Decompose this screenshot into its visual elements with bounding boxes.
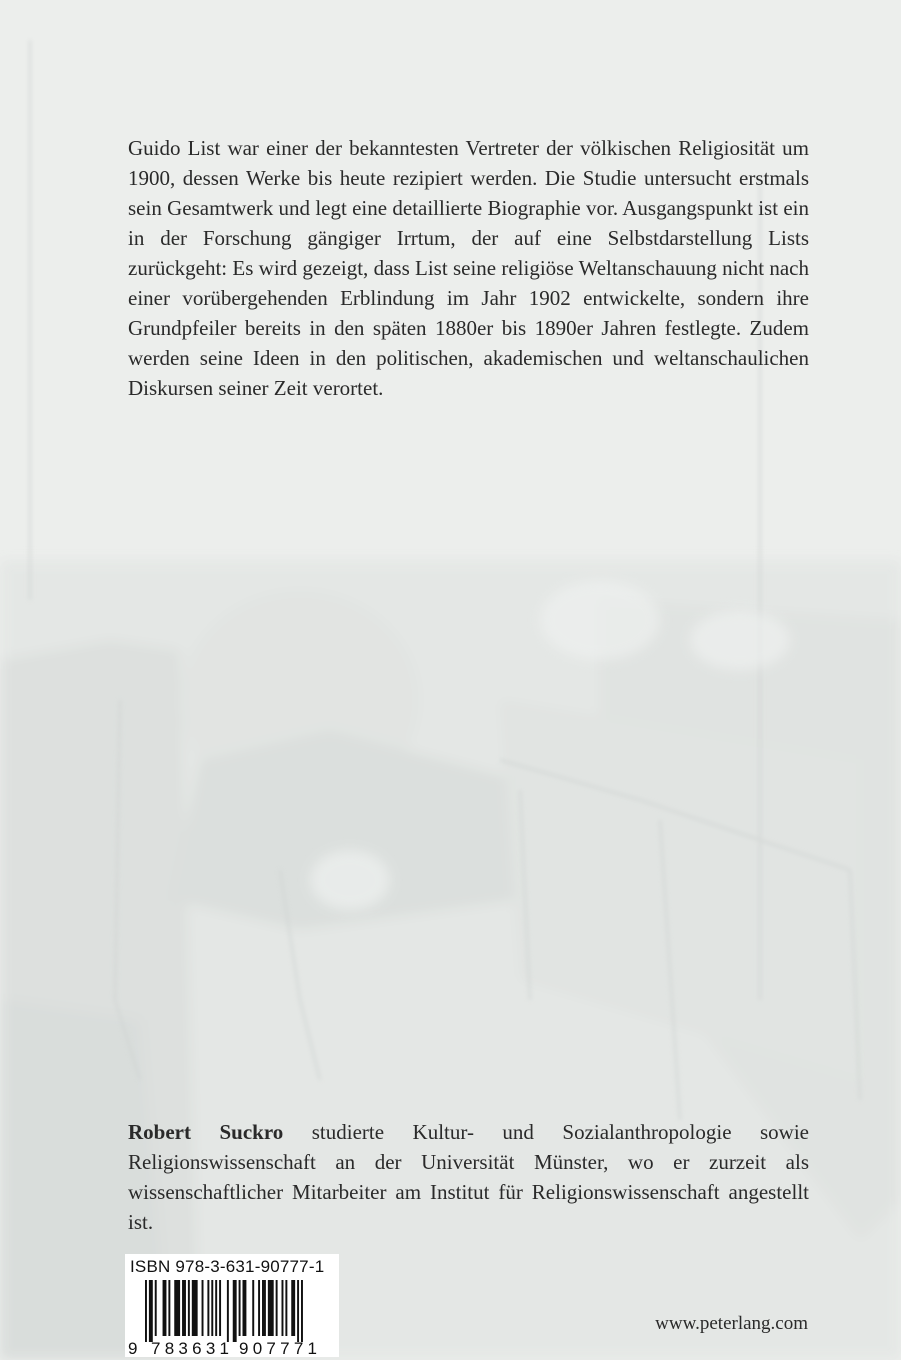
barcode-bar <box>211 1280 213 1336</box>
barcode-first-digit: 9 <box>128 1339 138 1357</box>
barcode-bar <box>174 1280 180 1336</box>
barcode-bar <box>215 1280 217 1336</box>
barcode-bar <box>268 1280 274 1336</box>
barcode-bar <box>276 1280 278 1336</box>
barcode-bar <box>233 1280 237 1342</box>
barcode-bar <box>168 1280 170 1336</box>
blurb-text: Guido List war einer der bekanntesten Vertreter der völkischen Religiosität um 1900, dessen Werke bis heute rezipiert werden. Die Studie untersucht erstmals sein Gesamtwerk und legt eine detaillierte Biographie vor. Ausgangspunkt ist ein in der Forschung gängiger Irrtum, der auf eine Selbstdarstellung Lists zurückgeht: Es wird gezeigt, dass List seine religiöse Weltanschauung nicht nach einer vorübergehenden Erblindung im Jahr 1902 entwickelte, sondern ihre Grundpfeiler bereits in den späten 1880er bis 1890er Jahren festlegte. Zudem werden seine Ideen in den politischen, akademischen und weltanschaulichen Diskursen seiner Zeit verortet. <box>128 136 809 400</box>
barcode-left-digits: 783631 <box>151 1339 229 1357</box>
author-bio-text: studierte Kultur- und Sozialanthropologie sowie Religionswissenschaft an der Universität Münster, wo er zurzeit als wissenschaftlicher Mitarbeiter am Institut für Religionswissenschaft angestellt ist. <box>128 1120 809 1234</box>
barcode-bar <box>258 1280 260 1336</box>
barcode-bar <box>163 1280 167 1336</box>
barcode-bar <box>145 1280 147 1342</box>
barcode-bar <box>282 1280 284 1336</box>
barcode-bar <box>262 1280 266 1336</box>
barcode-bar <box>149 1280 153 1342</box>
barcode-bar <box>155 1280 157 1336</box>
author-bio <box>128 1117 809 1237</box>
barcode-bar <box>219 1280 221 1336</box>
barcode-bar <box>239 1280 241 1336</box>
barcode-right-digits: 907771 <box>239 1339 317 1357</box>
barcode-bar <box>291 1280 295 1336</box>
barcode-bar <box>227 1280 229 1342</box>
barcode-bars <box>125 1278 339 1357</box>
author-name: Robert Suckro <box>128 1120 284 1144</box>
barcode-bar <box>182 1280 186 1336</box>
barcode-bar <box>297 1280 299 1342</box>
barcode-bar <box>192 1280 198 1336</box>
barcode-bar <box>188 1280 190 1336</box>
isbn-label: ISBN 978-3-631-90777-1 <box>130 1257 325 1276</box>
barcode-bar <box>207 1280 209 1336</box>
barcode-bar <box>202 1280 204 1336</box>
barcode-bar <box>252 1280 254 1336</box>
barcode-bar <box>285 1280 287 1336</box>
barcode-bar <box>301 1280 303 1342</box>
isbn-barcode <box>125 1254 339 1357</box>
barcode-bar <box>243 1280 247 1336</box>
publisher-website: www.peterlang.com <box>655 1313 808 1334</box>
